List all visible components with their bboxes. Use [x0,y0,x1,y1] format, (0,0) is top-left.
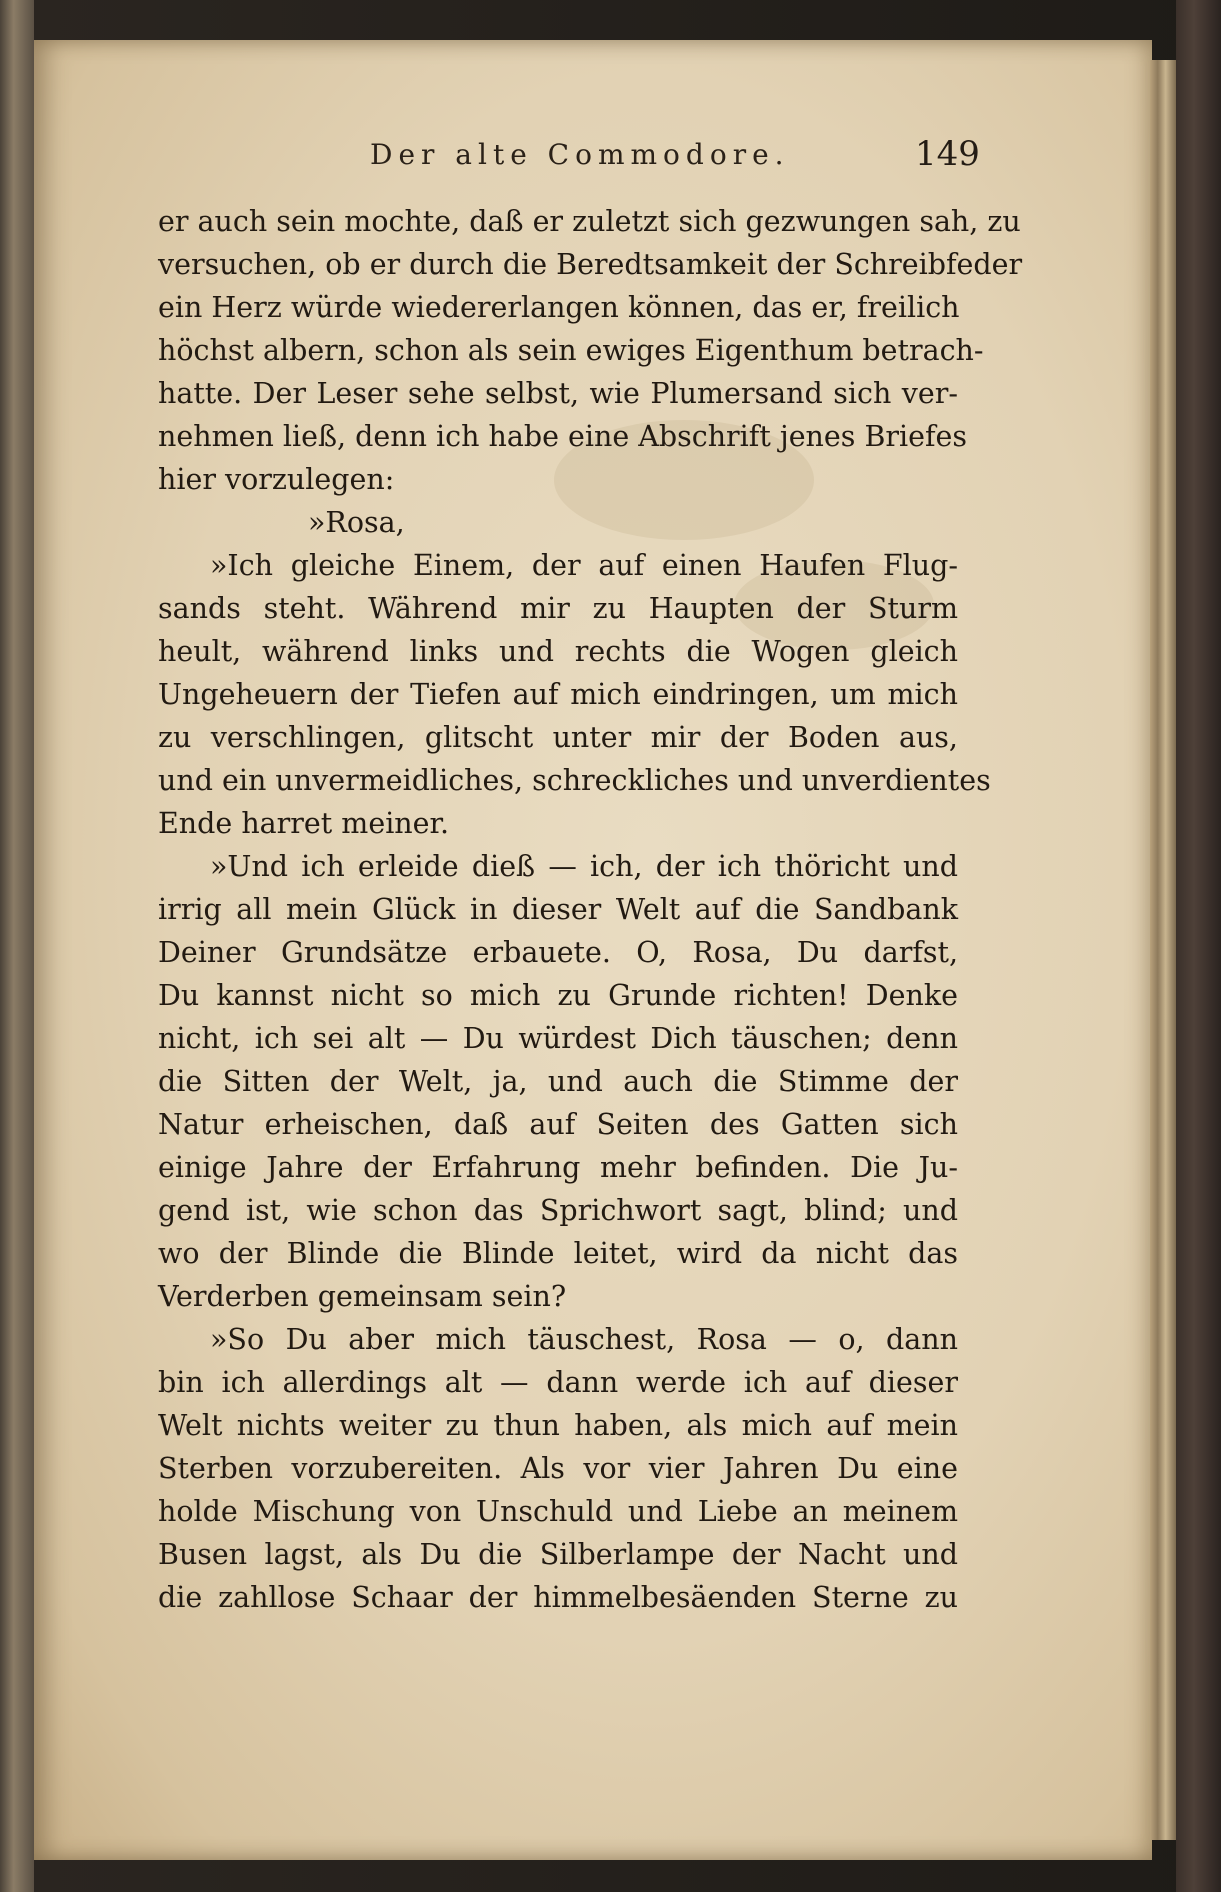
text-line: »Ich gleiche Einem, der auf einen Haufen Flug- [210,549,958,582]
text-line: ein Herz würde wiedererlangen können, das er, freilich [158,291,960,324]
page-number: 149 [915,134,980,174]
text-line: versuchen, ob er durch die Beredtsamkeit der Schreibfeder [158,248,1023,281]
text-line: Sterben vorzubereiten. Als vor vier Jahren Du eine [158,1452,958,1485]
text-line: nicht, ich sei alt — Du würdest Dich täuschen; denn [158,1022,958,1055]
text-line: »Rosa, [308,506,405,539]
text-line: die zahllose Schaar der himmelbesäenden Sterne zu [158,1581,958,1614]
text-line: Natur erheischen, daß auf Seiten des Gatten sich [158,1108,958,1141]
text-line: Deiner Grundsätze erbauete. O, Rosa, Du darfst, [158,936,958,969]
text-line: die Sitten der Welt, ja, und auch die Stimme der [158,1065,958,1098]
text-line: »So Du aber mich täuschest, Rosa — o, dann [210,1323,958,1356]
text-line: Du kannst nicht so mich zu Grunde richten! Denke [158,979,958,1012]
text-line: Welt nichts weiter zu thun haben, als mich auf mein [158,1409,958,1442]
text-line: er auch sein mochte, daß er zuletzt sich gezwungen sah, zu [158,205,1021,238]
text-line: Ungeheuern der Tiefen auf mich eindringen, um mich [158,678,958,711]
text-line: Verderben gemeinsam sein? [158,1280,567,1313]
running-head: Der alte Commodore. [370,138,790,171]
text-line: holde Mischung von Unschuld und Liebe an meinem [158,1495,958,1528]
text-line: irrig all mein Glück in dieser Welt auf die Sandbank [158,893,958,926]
text-line: und ein unvermeidliches, schreckliches und unverdientes [158,764,991,797]
text-line: wo der Blinde die Blinde leitet, wird da nicht das [158,1237,958,1270]
text-line: »Und ich erleide dieß — ich, der ich thöricht und [210,850,958,883]
text-line: Busen lagst, als Du die Silberlampe der Nacht und [158,1538,958,1571]
text-line: einige Jahre der Erfahrung mehr befinden. Die Ju- [158,1151,958,1184]
text-line: hatte. Der Leser sehe selbst, wie Plumersand sich ver- [158,377,958,410]
text-line: sands steht. Während mir zu Haupten der Sturm [158,592,958,625]
text-line: zu verschlingen, glitscht unter mir der Boden aus, [158,721,958,754]
text-line: bin ich allerdings alt — dann werde ich auf dieser [158,1366,958,1399]
text-line: Ende harret meiner. [158,807,450,840]
text-line: heult, während links und rechts die Wogen gleich [158,635,958,668]
text-line: nehmen ließ, denn ich habe eine Abschrift jenes Briefes [158,420,968,453]
text-line: höchst albern, schon als sein ewiges Eigenthum betrach- [158,334,984,367]
page-edge-stack [1150,60,1176,1840]
text-line: gend ist, wie schon das Sprichwort sagt, blind; und [158,1194,958,1227]
body-text [158,200,1023,1620]
book-binding-edge [0,0,34,1892]
text-line: hier vorzulegen: [158,463,395,496]
book-cover-edge [1176,0,1221,1892]
